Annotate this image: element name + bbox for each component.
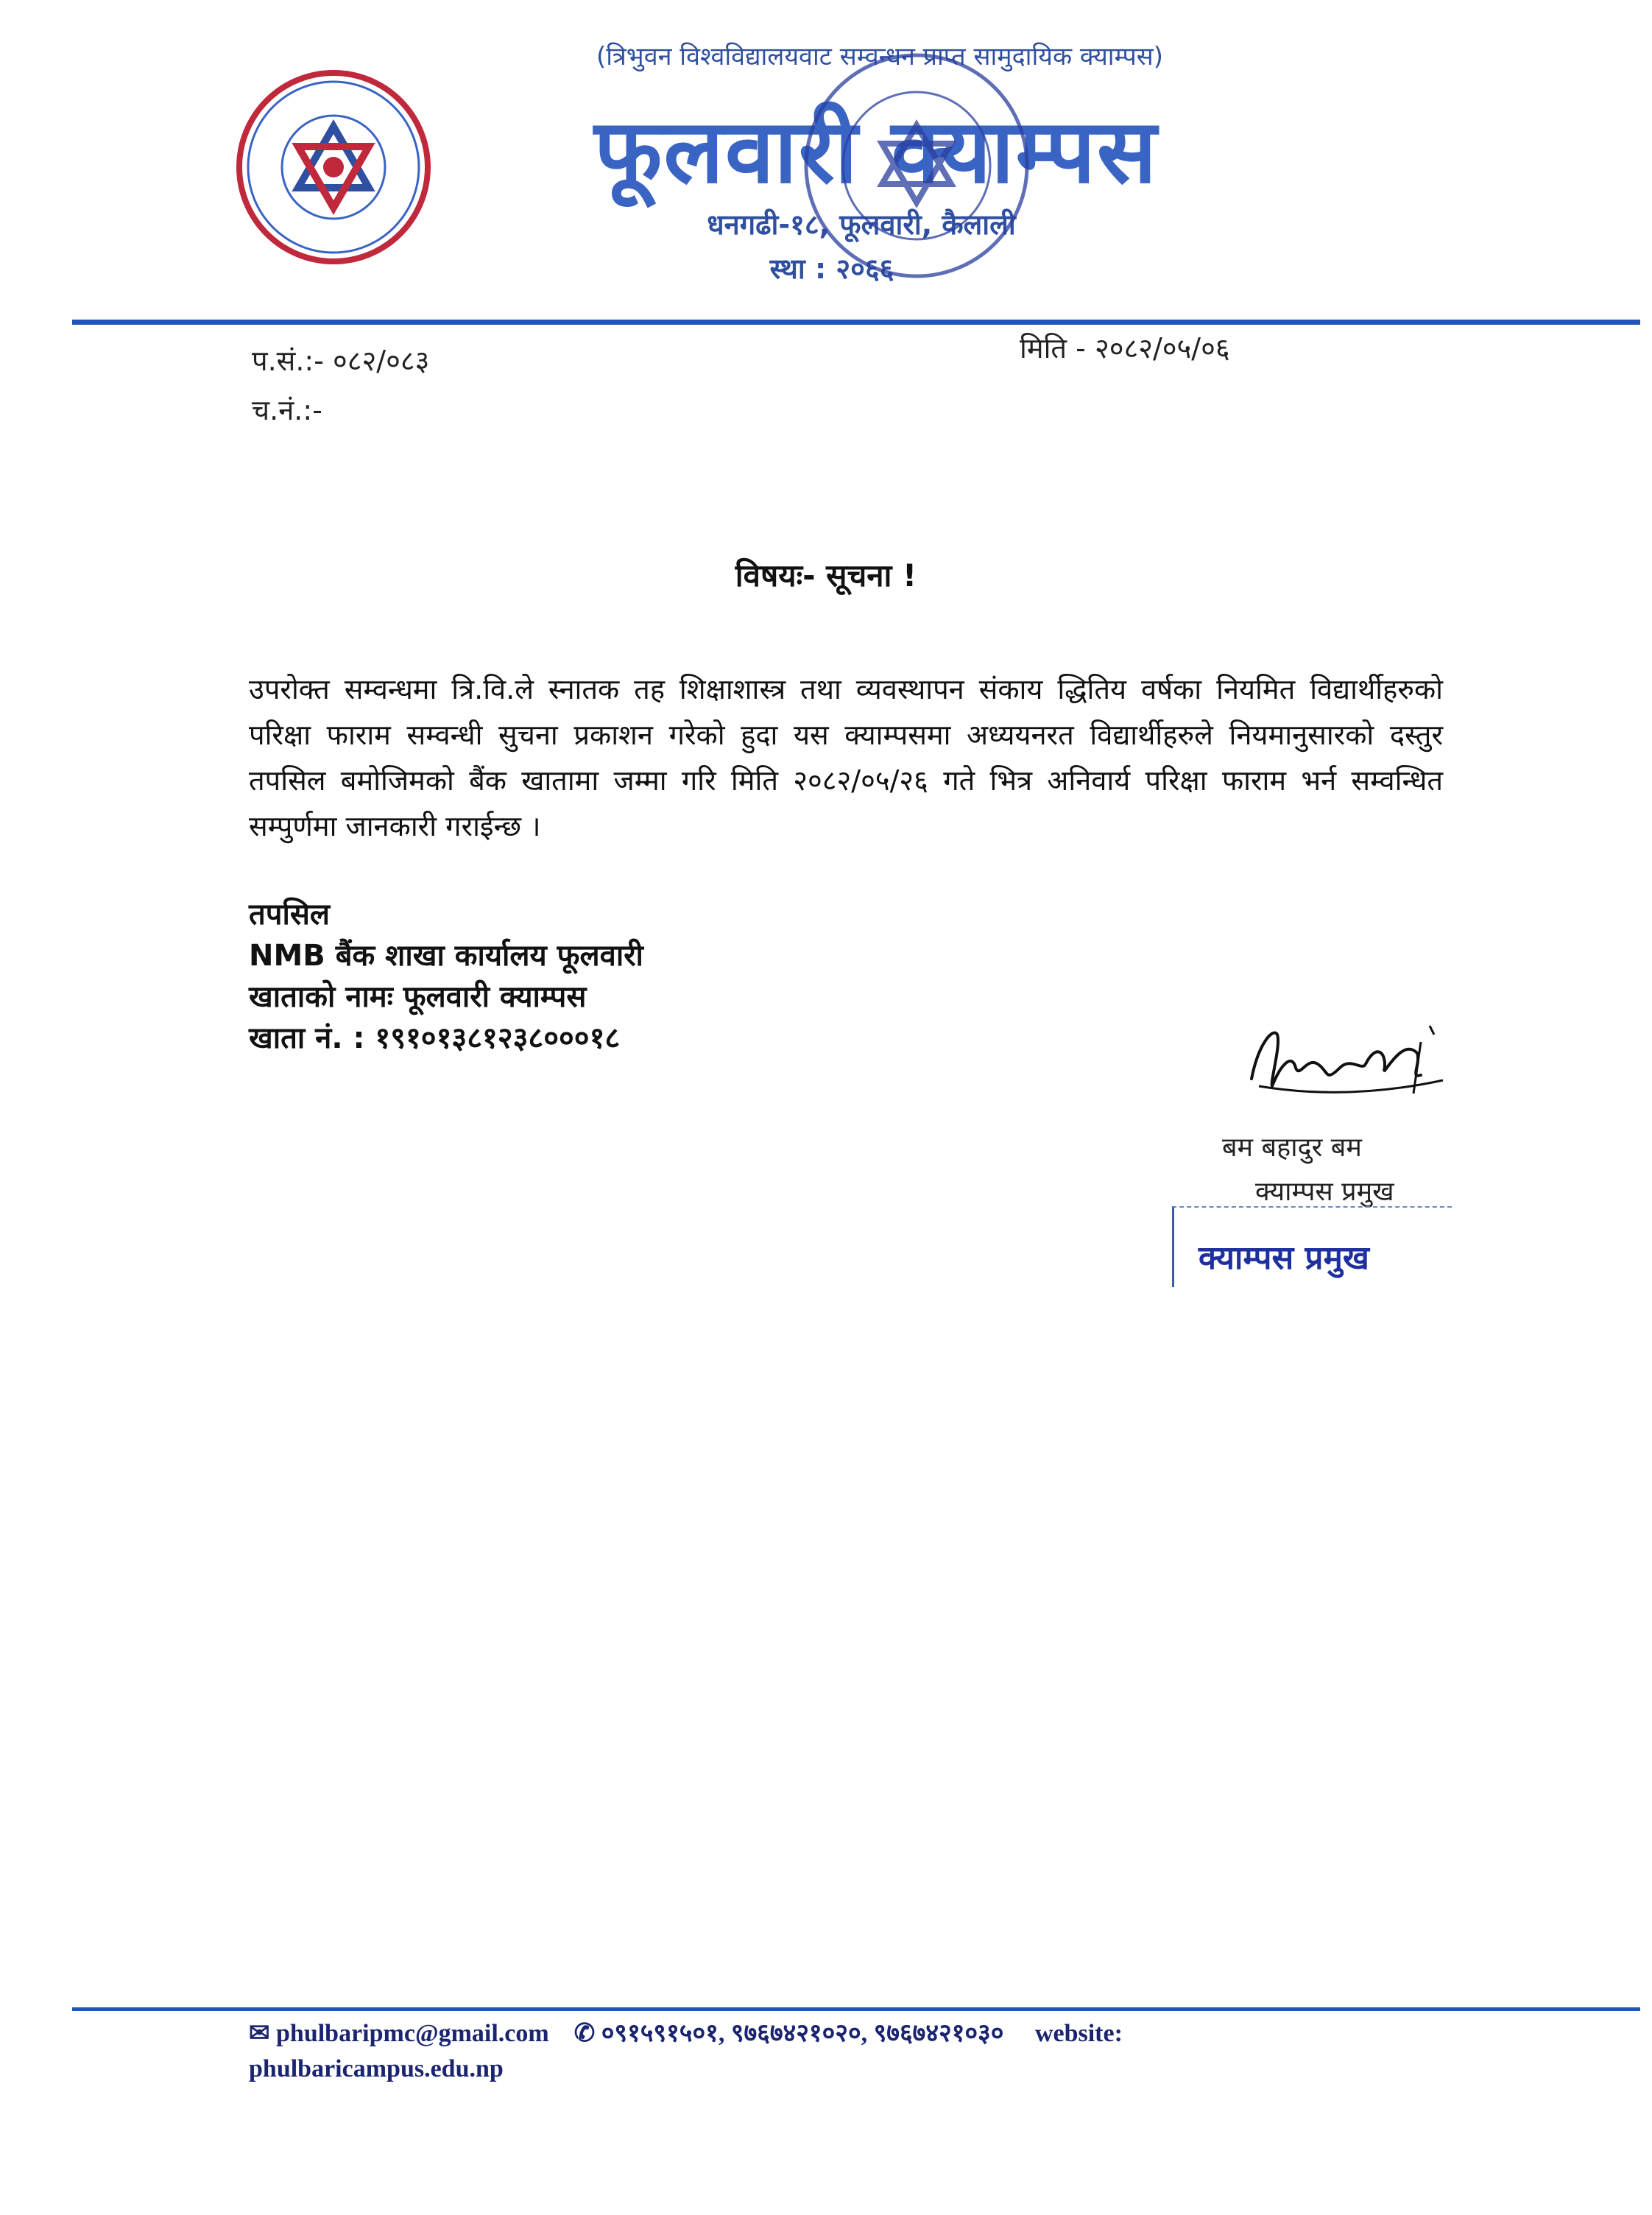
account-number: खाता नं. : १९१०१३८१२३८०००१८ (249, 1021, 621, 1055)
footer-contact (249, 2016, 1648, 2087)
footer-phones: ०९१५९१५०१, ९७६७४२१०२०, ९७६७४२१०३० (601, 2020, 1004, 2047)
affiliation-line: (त्रिभुवन विश्वविद्यालयवाट सम्वन्धन प्राप्त सामुदायिक क्याम्पस) (596, 42, 1164, 71)
established-year: स्था : २०६६ (769, 253, 894, 285)
signature (1237, 1013, 1472, 1108)
notice-body: उपरोक्त सम्वन्धमा त्रि.वि.ले स्नातक तह शिक्षाशास्त्र तथा व्यवस्थापन संकाय द्धितिय वर्षका नियमित विद्यार्थीहरुको परिक्षा फाराम सम्वन्धी सुचना प्रकाशन गरेको हुदा यस क्याम्पसमा अध्ययनरत विद्यार्थीहरुले नियमानुसारको दस्तुर तपसिल बमोजिमको बैंक खातामा जम्मा गरि मिति २०८२/०५/२६ गते भित्र अनिवार्य परिक्षा फाराम भर्न सम्वन्धित सम्पुर्णमा जानकारी गराईन्छ । (249, 673, 1443, 842)
website-label: website: (1034, 2020, 1123, 2047)
campus-logo (234, 68, 433, 267)
campus-name-heading: फूलवारी क्याम्पस (593, 101, 1159, 203)
envelope-icon: ✉ (249, 2020, 270, 2047)
designation-stamp-text: क्याम्पस प्रमुख (1199, 1239, 1369, 1277)
dispatch-number: च.नं.:- (252, 394, 322, 426)
signatory-name: बम बहादुर बम (1222, 1133, 1362, 1163)
notice-subject: विषयः- सूचना ! (735, 557, 917, 594)
signatory-title: क्याम्पस प्रमुख (1255, 1177, 1394, 1207)
header-divider (72, 320, 1640, 325)
account-name: खाताको नामः फूलवारी क्याम्पस (249, 980, 587, 1014)
letter-date: मिति - २०८२/०५/०६ (1020, 332, 1230, 365)
official-seal (795, 44, 1038, 287)
footer-divider (72, 2007, 1640, 2011)
phone-icon: ✆ (573, 2020, 596, 2047)
footer-email[interactable]: phulbaripmc@gmail.com (276, 2020, 549, 2047)
bank-name: NMB बैंक शाखा कार्यालय फूलवारी (249, 939, 643, 973)
details-heading: तपसिल (249, 898, 331, 932)
reference-number: प.सं.:- ०८२/०८३ (252, 345, 430, 377)
footer-website[interactable]: phulbaricampus.edu.np (249, 2055, 504, 2082)
campus-address: धनगढी-१८, फूलवारी, कैलाली (707, 208, 1016, 241)
